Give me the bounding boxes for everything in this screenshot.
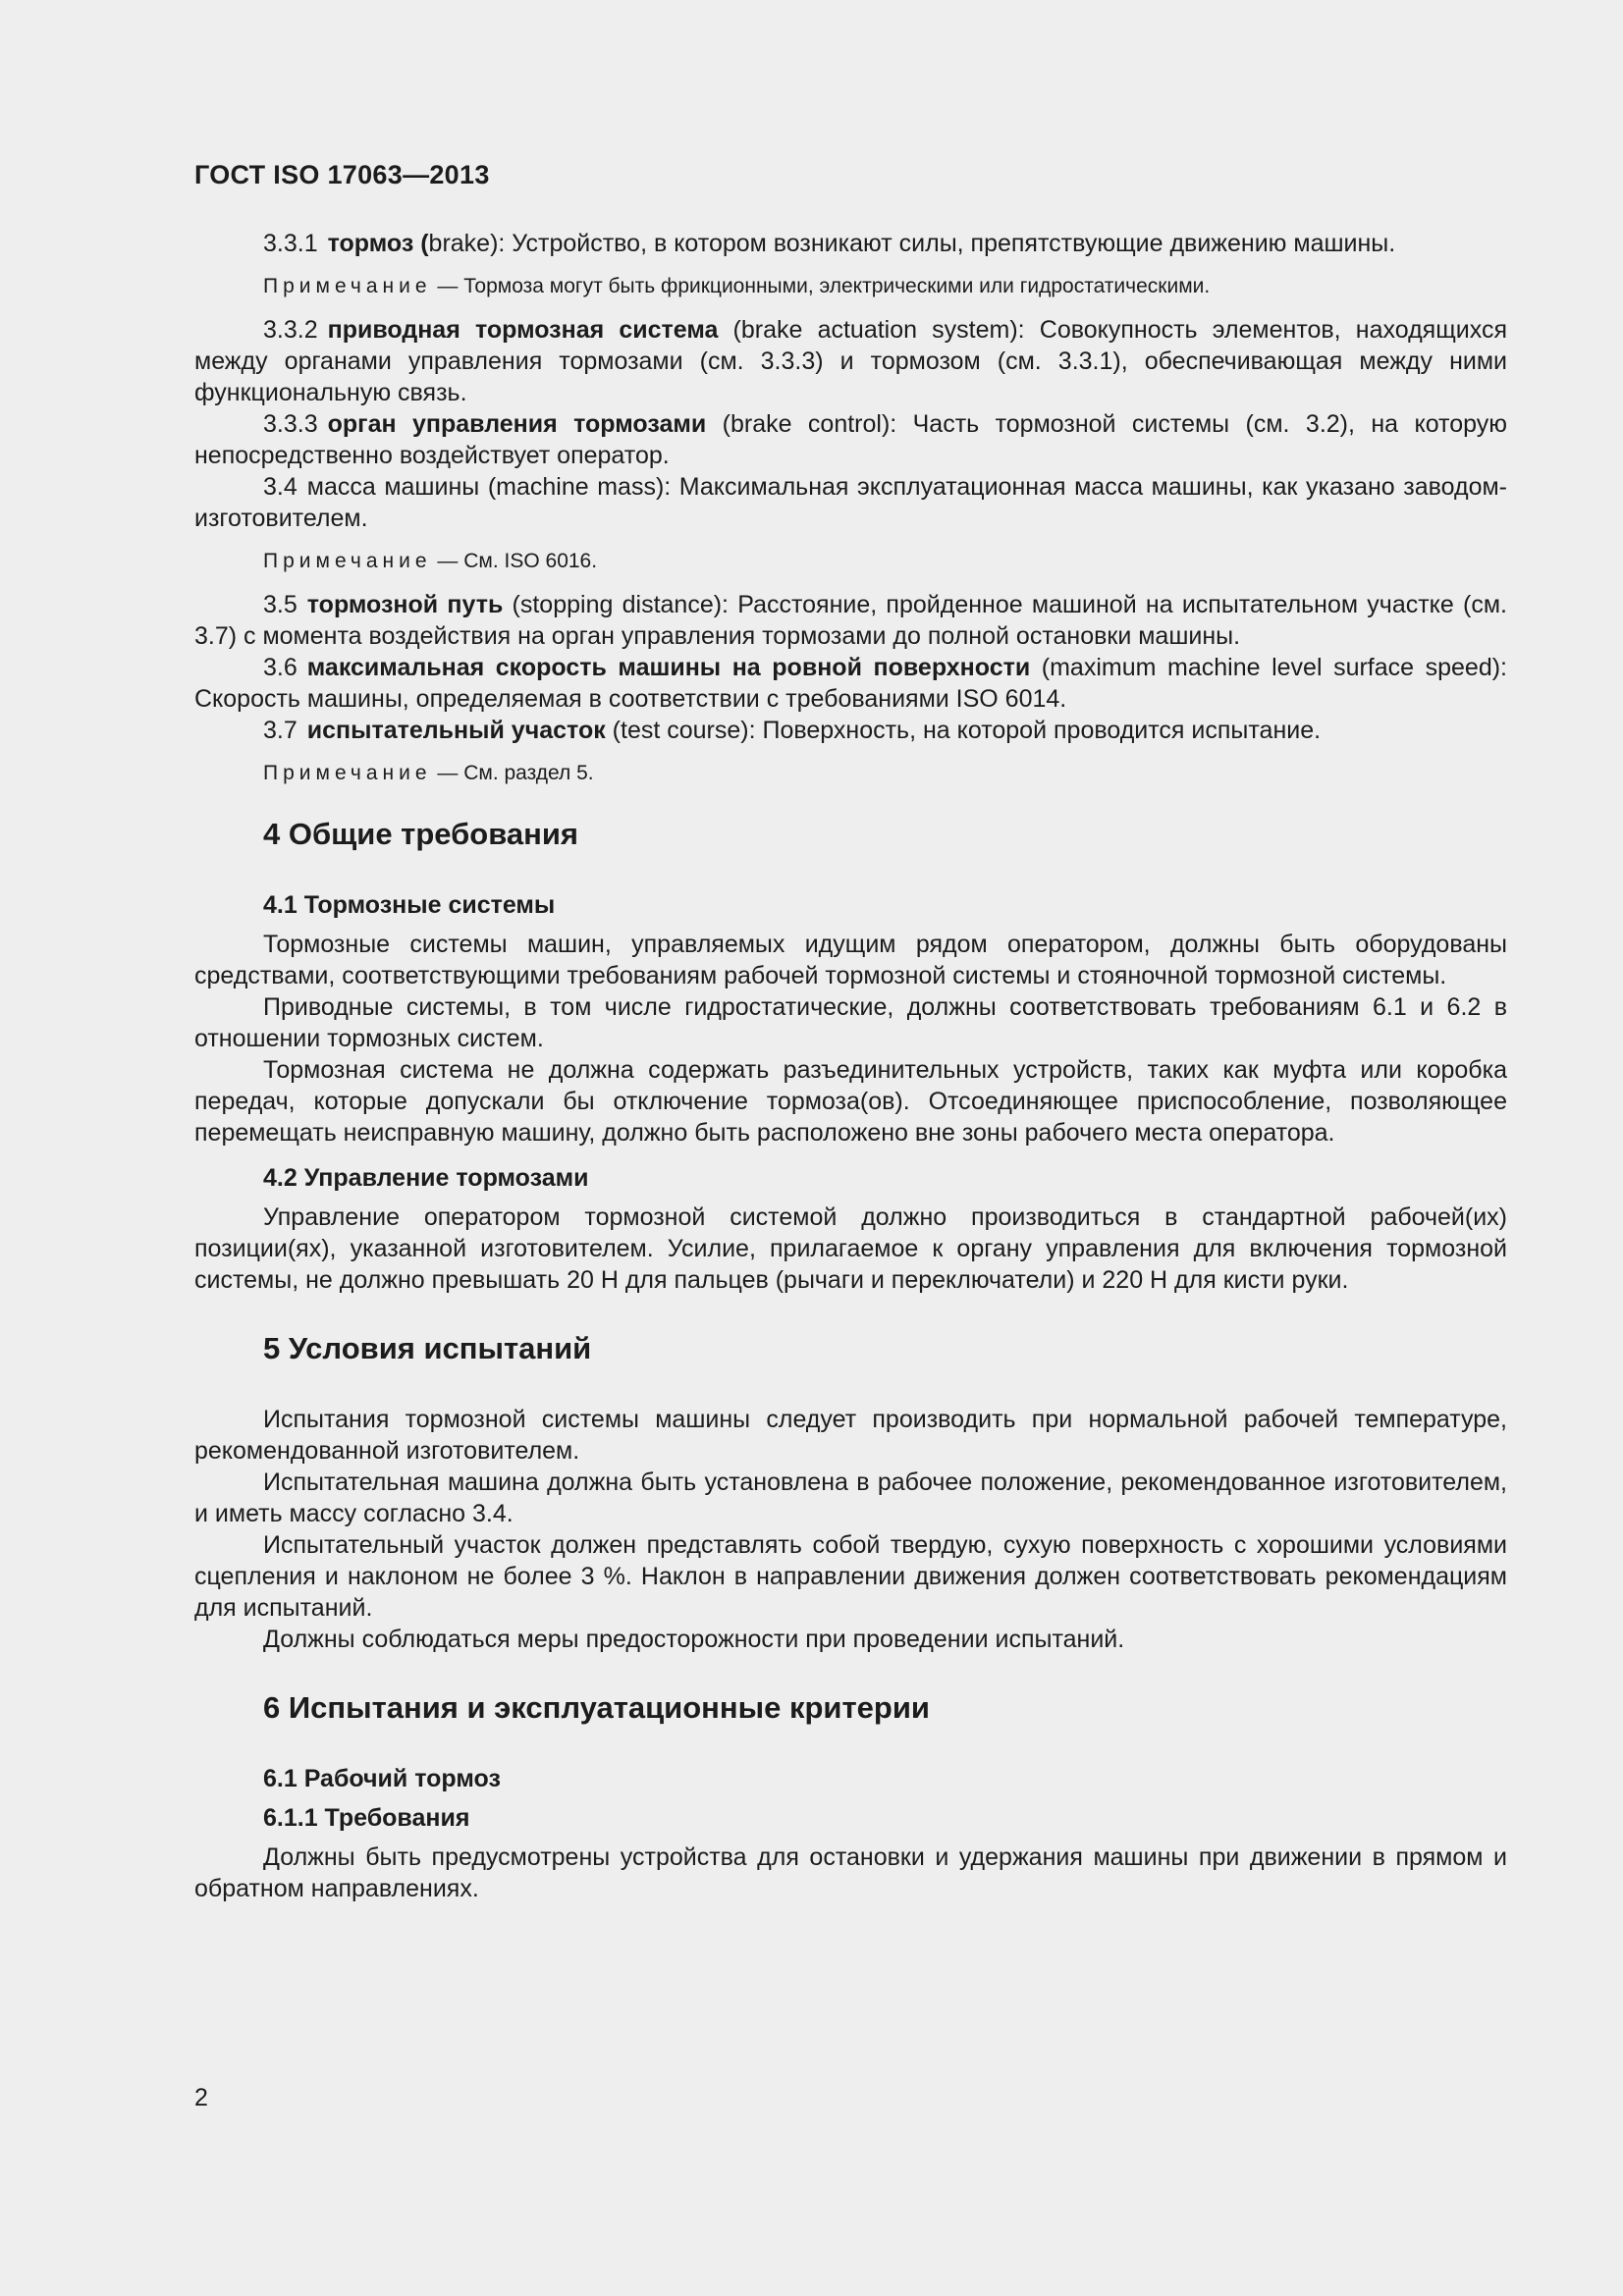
term: орган управления тормозами (327, 410, 707, 438)
paragraph: Тормозная система не должна содержать разъединительных устройств, таких как муфта или коробка передач, которые допускали бы отключение тормоза(ов). Отсоединяющее приспособление, позволяющее перемещать неисправную машину, должно быть расположено вне зоны рабочего места оператора. (194, 1056, 1507, 1147)
paragraph: Испытания тормозной системы машины следует производить при нормальной рабочей температуре, рекомендованной изготовителем. (194, 1406, 1507, 1465)
clause-number: 3.4 (263, 473, 298, 501)
note-label: Примечание (263, 550, 432, 572)
definition-text: (stopping distance): Расстояние, пройденное машиной на испытательном участке (см. 3.7) с момента воздействия на орган управления тормозами до полной остановки машины. (194, 591, 1507, 650)
paragraph: Управление оператором тормозной системой должно производиться в стандартной рабочей(их) позиции(ях), указанной изготовителем. Усилие, прилагаемое к органу управления для включения тормозной системы, не должно превышать 20 Н для пальцев (рычаги и переключатели) и 220 Н для кисти руки. (194, 1203, 1507, 1294)
note-2 (194, 548, 1507, 575)
note-text: — Тормоза могут быть фрикционными, электрическими или гидростатическими. (431, 275, 1211, 297)
term: испытательный участок (306, 717, 606, 744)
definition-text: (maximum machine level surface speed): Скорость машины, определяемая в соответствии с требованиями ISO 6014. (194, 654, 1507, 713)
definition-3-3-2 (194, 314, 1507, 408)
definition-3-3-1 (194, 228, 1507, 259)
running-title: ГОСТ ISO 17063—2013 (194, 160, 490, 189)
definition-3-4 (194, 471, 1507, 534)
term: тормоз ( (327, 230, 429, 257)
section-4-1-heading: 4.1 Тормозные системы (263, 891, 556, 919)
note-3 (194, 760, 1507, 787)
note-text: — См. ISO 6016. (431, 550, 598, 572)
definition-text: brake): Устройство, в котором возникают силы, препятствующие движению машины. (428, 230, 1396, 257)
note-text: — См. раздел 5. (431, 762, 594, 784)
term: тормозной путь (306, 591, 504, 618)
definition-3-3-3 (194, 408, 1507, 471)
section-5-heading: 5 Условия испытаний (263, 1331, 592, 1365)
paragraph: Приводные системы, в том числе гидростатические, должны соответствовать требованиям 6.1 и 6.2 в отношении тормозных систем. (194, 993, 1507, 1052)
clause-number: 3.3.1 (263, 230, 318, 257)
definition-3-7 (194, 715, 1507, 746)
section-6-1-heading: 6.1 Рабочий тормоз (263, 1765, 501, 1792)
paragraph: Должны соблюдаться меры предосторожности при проведении испытаний. (263, 1626, 1125, 1653)
note-label: Примечание (263, 275, 432, 297)
paragraph: Испытательная машина должна быть установлена в рабочее положение, рекомендованное изготовителем, и иметь массу согласно 3.4. (194, 1468, 1507, 1527)
section-6-1-1-heading: 6.1.1 Требования (263, 1804, 470, 1832)
note-1 (194, 273, 1507, 300)
clause-number: 3.6 (263, 654, 298, 681)
definition-3-5 (194, 589, 1507, 652)
definition-text: (brake actuation system): Совокупность элементов, находящихся между органами управления тормозами (см. 3.3.3) и тормозом (см. 3.3.1), обеспечивающая между ними функциональную связь. (194, 316, 1507, 406)
clause-number: 3.7 (263, 717, 298, 744)
definition-text: (test course): Поверхность, на которой проводится испытание. (605, 717, 1322, 744)
note-label: Примечание (263, 762, 432, 784)
paragraph: Тормозные системы машин, управляемых идущим рядом оператором, должны быть оборудованы средствами, соответствующими требованиям рабочей тормозной системы и стояночной тормозной системы. (194, 931, 1507, 989)
definition-text: (brake control): Часть тормозной системы (см. 3.2), на которую непосредственно воздействует оператор. (194, 410, 1507, 469)
clause-number: 3.3.3 (263, 410, 318, 438)
paragraph: Испытательный участок должен представлять собой твердую, сухую поверхность с хорошими условиями сцепления и наклоном не более 3 %. Наклон в направлении движения должен соответствовать рекомендациям для испытаний. (194, 1531, 1507, 1622)
page-number: 2 (194, 2084, 208, 2111)
paragraph: Должны быть предусмотрены устройства для остановки и удержания машины при движении в прямом и обратном направлениях. (194, 1843, 1507, 1902)
clause-number: 3.3.2 (263, 316, 318, 344)
definition-text: масса машины (machine mass): Максимальная эксплуатационная масса машины, как указано заводом-изготовителем. (194, 473, 1507, 532)
term: максимальная скорость машины на ровной поверхности (306, 654, 1031, 681)
section-4-2-heading: 4.2 Управление тормозами (263, 1164, 589, 1192)
definition-3-6 (194, 652, 1507, 715)
section-4-heading: 4 Общие требования (263, 817, 578, 851)
clause-number: 3.5 (263, 591, 298, 618)
term: приводная тормозная система (327, 316, 719, 344)
section-6-heading: 6 Испытания и эксплуатационные критерии (263, 1690, 930, 1725)
page-content (194, 228, 1507, 1904)
